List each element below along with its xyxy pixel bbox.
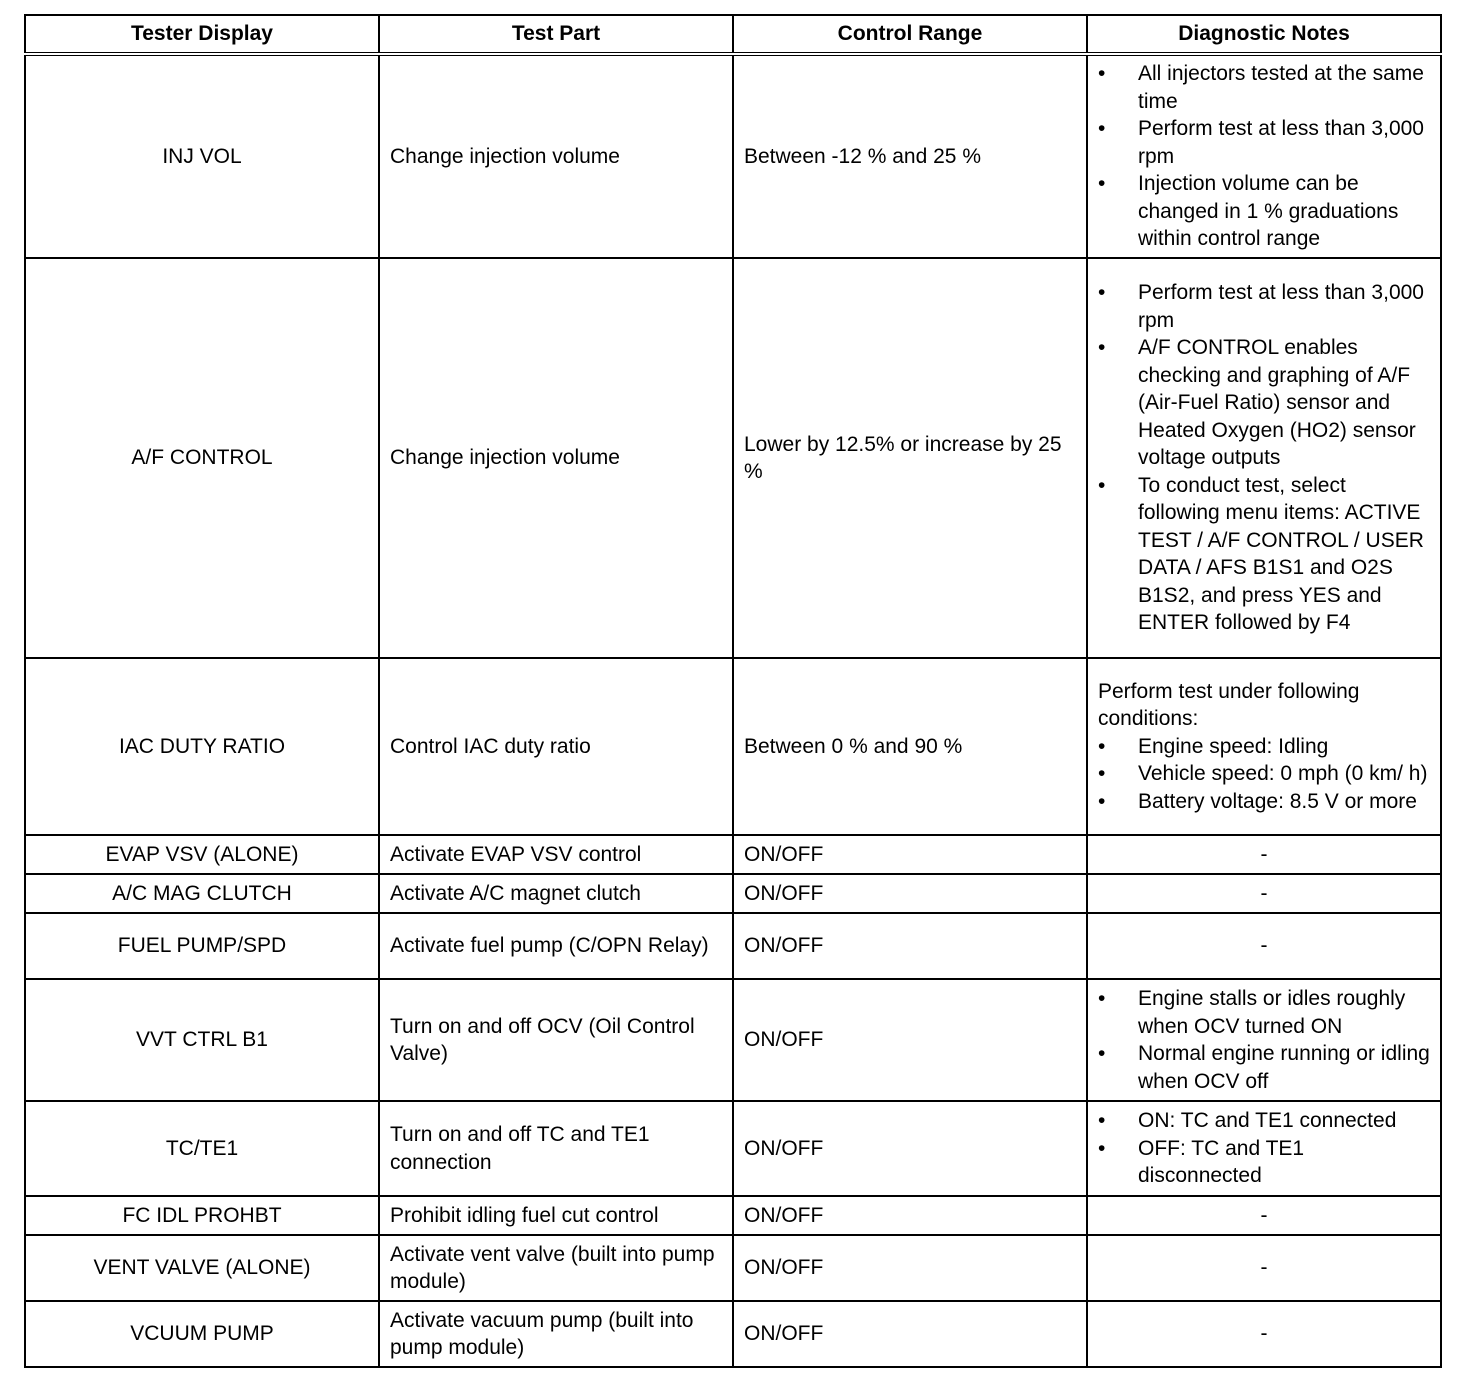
header-diagnostic-notes: Diagnostic Notes xyxy=(1087,15,1441,54)
note-item xyxy=(1098,1040,1430,1095)
control-range-cell: ON/OFF xyxy=(733,1301,1087,1367)
bullet-icon: • xyxy=(1098,1136,1106,1160)
table-row xyxy=(25,258,1441,658)
table-row xyxy=(25,1301,1441,1367)
test-part-cell: Turn on and off OCV (Oil Control Valve) xyxy=(379,979,733,1101)
tester-display-cell: FUEL PUMP/SPD xyxy=(25,913,379,979)
notes-list xyxy=(1098,1107,1430,1190)
empty-note-dash: - xyxy=(1260,1203,1268,1227)
bullet-icon: • xyxy=(1098,1109,1106,1133)
test-part-cell: Turn on and off TC and TE1 connection xyxy=(379,1101,733,1196)
diagnostic-notes-cell xyxy=(1087,979,1441,1101)
table-row xyxy=(25,874,1441,913)
table-row xyxy=(25,54,1441,258)
tester-display-cell: A/F CONTROL xyxy=(25,258,379,658)
empty-note-dash: - xyxy=(1260,881,1268,905)
note-item xyxy=(1098,60,1430,115)
test-part-cell: Activate vacuum pump (built into pump module) xyxy=(379,1301,733,1367)
note-text: To conduct test, select following menu items: ACTIVE TEST / A/F CONTROL / USER DATA / AFS B1S1 and O2S B1S2, and press YES and ENTER followed by F4 xyxy=(1138,473,1424,635)
tester-display-cell: INJ VOL xyxy=(25,54,379,258)
tester-display-cell: VENT VALVE (ALONE) xyxy=(25,1235,379,1301)
note-text: Injection volume can be changed in 1 % graduations within control range xyxy=(1138,172,1399,251)
notes-list xyxy=(1098,60,1430,253)
diagnostic-notes-cell xyxy=(1087,258,1441,658)
control-range-cell: Between -12 % and 25 % xyxy=(733,54,1087,258)
notes-lead-text: Perform test under following conditions: xyxy=(1098,679,1360,731)
tester-display-cell: TC/TE1 xyxy=(25,1101,379,1196)
bullet-icon: • xyxy=(1098,1042,1106,1065)
empty-note-dash: - xyxy=(1260,934,1268,958)
table-row xyxy=(25,658,1441,835)
test-part-cell: Activate EVAP VSV control xyxy=(379,835,733,874)
control-range-cell: ON/OFF xyxy=(733,979,1087,1101)
diagnostic-notes-cell xyxy=(1087,874,1441,913)
diagnostic-notes-cell xyxy=(1087,658,1441,835)
table-row xyxy=(25,1235,1441,1301)
table-row xyxy=(25,979,1441,1101)
bullet-icon: • xyxy=(1098,473,1106,497)
diagnostic-notes-cell xyxy=(1087,913,1441,979)
test-part-cell: Prohibit idling fuel cut control xyxy=(379,1196,733,1235)
note-item xyxy=(1098,334,1430,472)
table-row xyxy=(25,913,1441,979)
diagnostic-notes-cell xyxy=(1087,835,1441,874)
note-text: ON: TC and TE1 connected xyxy=(1138,1109,1397,1133)
test-part-cell: Change injection volume xyxy=(379,258,733,658)
note-item xyxy=(1098,279,1430,334)
note-text: Vehicle speed: 0 mph (0 km/ h) xyxy=(1138,762,1428,786)
table-row xyxy=(25,1196,1441,1235)
header-test-part: Test Part xyxy=(379,15,733,54)
control-range-cell: ON/OFF xyxy=(733,1235,1087,1301)
control-range-cell: ON/OFF xyxy=(733,1196,1087,1235)
header-tester-display: Tester Display xyxy=(25,15,379,54)
note-item xyxy=(1098,985,1430,1040)
table-row xyxy=(25,835,1441,874)
note-text: A/F CONTROL enables checking and graphing of A/F (Air-Fuel Ratio) sensor and Heated Oxygen (HO2) sensor voltage outputs xyxy=(1138,336,1416,470)
bullet-icon: • xyxy=(1098,172,1106,196)
bullet-icon: • xyxy=(1098,789,1106,813)
test-part-cell: Change injection volume xyxy=(379,54,733,258)
active-test-table xyxy=(24,14,1442,1368)
note-item xyxy=(1098,1135,1430,1190)
empty-note-dash: - xyxy=(1260,1322,1268,1346)
control-range-cell: ON/OFF xyxy=(733,1101,1087,1196)
note-text: Engine speed: Idling xyxy=(1138,734,1329,758)
note-text: Perform test at less than 3,000 rpm xyxy=(1138,117,1424,168)
bullet-icon: • xyxy=(1098,117,1106,141)
note-text: Perform test at less than 3,000 rpm xyxy=(1138,281,1424,332)
note-text: Normal engine running or idling when OCV off xyxy=(1138,1042,1430,1093)
notes-list xyxy=(1098,985,1430,1095)
tester-display-cell: IAC DUTY RATIO xyxy=(25,658,379,835)
diagnostic-notes-cell xyxy=(1087,1196,1441,1235)
diagnostic-notes-cell xyxy=(1087,1101,1441,1196)
bullet-icon: • xyxy=(1098,762,1106,786)
note-item xyxy=(1098,733,1430,761)
note-item xyxy=(1098,115,1430,170)
bullet-icon: • xyxy=(1098,734,1106,758)
note-item xyxy=(1098,472,1430,637)
test-part-cell: Activate A/C magnet clutch xyxy=(379,874,733,913)
tester-display-cell: EVAP VSV (ALONE) xyxy=(25,835,379,874)
bullet-icon: • xyxy=(1098,281,1106,305)
note-text: OFF: TC and TE1 disconnected xyxy=(1138,1136,1305,1188)
test-part-cell: Activate fuel pump (C/OPN Relay) xyxy=(379,913,733,979)
empty-note-dash: - xyxy=(1260,842,1268,866)
note-item xyxy=(1098,170,1430,253)
test-part-cell: Control IAC duty ratio xyxy=(379,658,733,835)
notes-list xyxy=(1098,733,1430,816)
bullet-icon: • xyxy=(1098,987,1106,1010)
header-row xyxy=(25,15,1441,54)
empty-note-dash: - xyxy=(1260,1256,1268,1280)
tester-display-cell: A/C MAG CLUTCH xyxy=(25,874,379,913)
table-row xyxy=(25,1101,1441,1196)
tester-display-cell: VCUUM PUMP xyxy=(25,1301,379,1367)
note-text: Battery voltage: 8.5 V or more xyxy=(1138,789,1417,813)
bullet-icon: • xyxy=(1098,62,1106,86)
control-range-cell: ON/OFF xyxy=(733,913,1087,979)
header-control-range: Control Range xyxy=(733,15,1087,54)
table-body xyxy=(25,54,1441,1367)
note-item xyxy=(1098,788,1430,816)
diagnostic-notes-cell xyxy=(1087,1235,1441,1301)
note-item xyxy=(1098,760,1430,788)
diagnostic-notes-cell xyxy=(1087,1301,1441,1367)
control-range-cell: ON/OFF xyxy=(733,874,1087,913)
test-part-cell: Activate vent valve (built into pump module) xyxy=(379,1235,733,1301)
diagnostic-notes-cell xyxy=(1087,54,1441,258)
control-range-cell: Lower by 12.5% or increase by 25 % xyxy=(733,258,1087,658)
note-item xyxy=(1098,1107,1430,1135)
tester-display-cell: FC IDL PROHBT xyxy=(25,1196,379,1235)
notes-list xyxy=(1098,279,1430,637)
tester-display-cell: VVT CTRL B1 xyxy=(25,979,379,1101)
control-range-cell: ON/OFF xyxy=(733,835,1087,874)
bullet-icon: • xyxy=(1098,336,1106,360)
note-text: All injectors tested at the same time xyxy=(1138,62,1424,113)
control-range-cell: Between 0 % and 90 % xyxy=(733,658,1087,835)
note-text: Engine stalls or idles roughly when OCV turned ON xyxy=(1138,987,1406,1038)
